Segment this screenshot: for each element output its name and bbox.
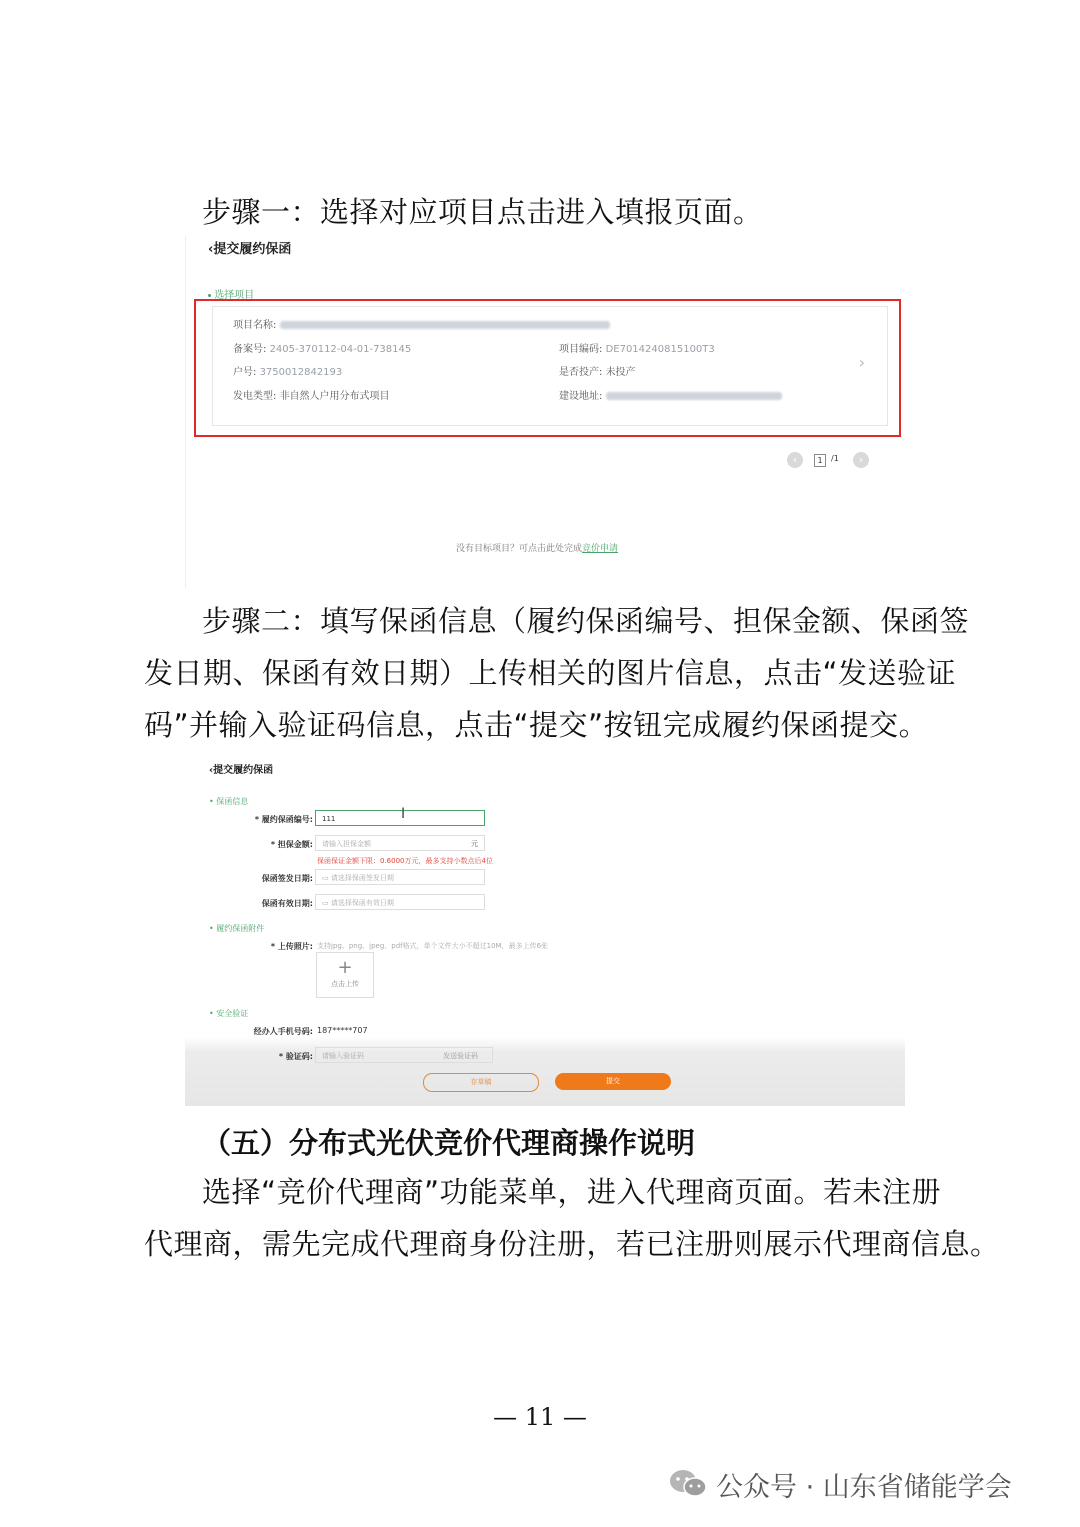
step1-text: 步骤一：选择对应项目点击进入填报页面。 [202, 195, 763, 229]
project-name-row [233, 316, 610, 331]
redacted-address [606, 392, 782, 400]
back-link[interactable] [208, 238, 291, 257]
section-security: • 安全验证 [209, 1009, 249, 1018]
plus-icon: + [337, 957, 353, 978]
step2-line2: 发日期、保函有效日期）上传相关的图片信息，点击“发送验证 [144, 656, 957, 690]
issue-placeholder: 请选择保函签发日期 [330, 874, 394, 882]
issue-date-picker[interactable] [315, 869, 485, 885]
project-card[interactable] [212, 306, 888, 426]
bond-no-label: * 履约保函编号: [254, 815, 313, 824]
code-label: 项目编码: [559, 344, 603, 355]
operating-value: 未投产 [605, 367, 636, 378]
step2-line1: 步骤二：填写保函信息（履约保函编号、担保金额、保函签 [202, 604, 970, 638]
text-cursor-icon: I [401, 806, 406, 822]
code-row [559, 340, 715, 355]
section-attach-label: 履约保函附件 [216, 924, 265, 933]
account-row [233, 363, 342, 378]
amount-placeholder: 请输入担保金额 [322, 840, 371, 848]
issue-date-label: 保函签发日期: [261, 874, 313, 883]
bond-no-input[interactable]: 111 [315, 810, 485, 826]
save-draft-button[interactable]: 存草稿 [423, 1073, 539, 1092]
back-link[interactable] [209, 761, 273, 776]
gentype-label: 发电类型: [233, 391, 277, 402]
submit-button[interactable]: 提交 [555, 1073, 671, 1090]
section5-line2: 代理商，需先完成代理商身份注册，若已注册则展示代理商信息。 [144, 1227, 1000, 1261]
current-page: 1 [814, 454, 826, 467]
amount-input[interactable] [315, 835, 485, 851]
page-total: /1 [831, 454, 839, 463]
address-row [559, 387, 782, 402]
gentype-row [233, 387, 390, 402]
valid-placeholder: 请选择保函有效日期 [330, 899, 394, 907]
record-label: 备案号: [233, 344, 267, 355]
record-value: 2405-370112-04-01-738145 [269, 344, 412, 355]
section-info-label: 保函信息 [216, 797, 249, 806]
step2-line3: 码”并输入验证码信息，点击“提交”按钮完成履约保函提交。 [144, 708, 929, 742]
footer-note [456, 541, 618, 554]
verify-code-label: * 验证码: [278, 1052, 313, 1061]
screenshot-bond-form [185, 752, 905, 1106]
amount-label: * 担保金额: [270, 840, 313, 849]
next-page-icon[interactable]: › [853, 452, 869, 468]
prev-page-icon[interactable]: ‹ [787, 452, 803, 468]
name-label: 项目名称: [233, 320, 277, 331]
record-row [233, 340, 411, 355]
chevron-left-icon: ‹ [208, 242, 214, 257]
screenshot-select-project [185, 236, 906, 588]
section-attach: • 履约保函附件 [209, 924, 265, 933]
operating-row [559, 363, 636, 378]
code-value: DE7014240815100T3 [605, 344, 715, 355]
bid-apply-link[interactable]: 竞价申请 [582, 544, 619, 554]
send-code-button[interactable]: 发送验证码 [443, 1052, 478, 1060]
section-label: 选择项目 [214, 290, 255, 301]
redacted-value [280, 321, 610, 329]
watermark [668, 1466, 1012, 1502]
photo-hint: 支持jpg、png、jpeg、pdf格式，单个文件大小不超过10M，最多上传6张 [317, 942, 549, 950]
calendar-icon: ▭ [322, 899, 329, 907]
wechat-icon [668, 1468, 708, 1500]
section5-heading: （五）分布式光伏竞价代理商操作说明 [202, 1126, 696, 1160]
section-security-label: 安全验证 [216, 1009, 249, 1018]
calendar-icon: ▭ [322, 874, 329, 882]
valid-date-label: 保函有效日期: [261, 899, 313, 908]
address-label: 建设地址: [559, 391, 603, 402]
valid-date-picker[interactable] [315, 894, 485, 910]
chevron-right-icon[interactable]: › [858, 353, 865, 372]
upload-text: 点击上传 [331, 980, 359, 988]
back-title: 提交履约保函 [213, 242, 292, 257]
phone-value: 187*****707 [317, 1026, 368, 1035]
upload-button[interactable] [316, 952, 374, 998]
footer-text: 没有目标项目？可点击此处完成 [456, 544, 583, 554]
gentype-value: 非自然人户用分布式项目 [279, 391, 390, 402]
chevron-left-icon: ‹ [209, 765, 214, 776]
section-info: • 保函信息 [209, 797, 249, 806]
account-label: 户号: [233, 367, 257, 378]
section5-line1: 选择“竞价代理商”功能菜单，进入代理商页面。若未注册 [202, 1175, 942, 1209]
amount-unit: 元 [471, 840, 478, 848]
photo-label: * 上传照片: [270, 942, 313, 951]
phone-label: 经办人手机号码: [253, 1027, 313, 1036]
watermark-text: 公众号 · 山东省储能学会 [716, 1471, 1012, 1503]
amount-hint: 保函保证金额下限：0.6000万元，最多支持小数点后4位 [317, 857, 493, 865]
account-value: 3750012842193 [259, 367, 343, 378]
page-number: — 11 — [493, 1403, 587, 1431]
operating-label: 是否投产: [559, 367, 603, 378]
code-placeholder: 请输入验证码 [322, 1052, 364, 1060]
back-title: 提交履约保函 [213, 765, 274, 776]
